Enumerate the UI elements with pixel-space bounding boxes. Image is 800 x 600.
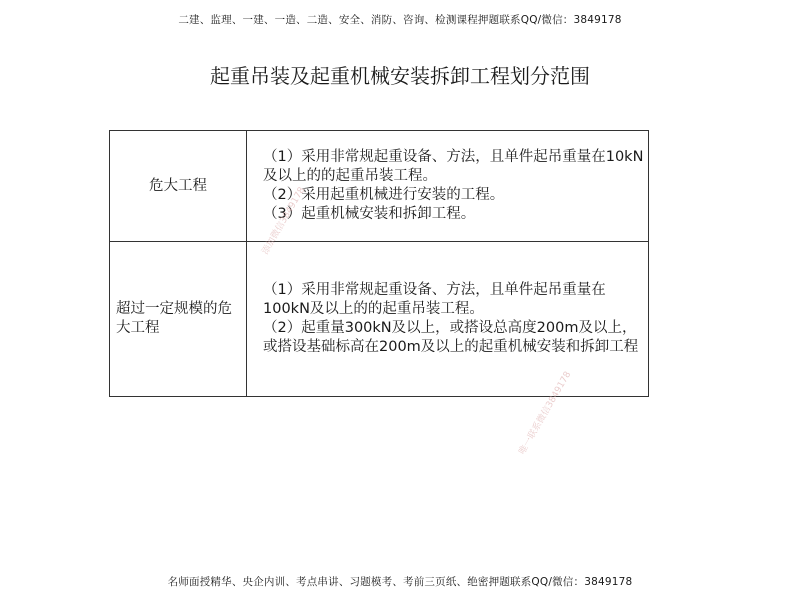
watermark: 添加微信3849178 (260, 185, 308, 257)
description-cell (247, 242, 649, 397)
list-item: （3）起重机械安装和拆卸工程。 (263, 206, 476, 222)
header-promo-text: 二建、监理、一建、一造、二造、安全、消防、咨询、检测课程押题联系QQ/微信：3849178 (178, 14, 622, 26)
scope-table (109, 130, 649, 397)
footer-promo-text: 名师面授精华、央企内训、考点串讲、习题模考、考前三页纸、绝密押题联系QQ/微信：3849178 (167, 576, 633, 588)
list-item: （2）起重量300kN及以上，或搭设总高度200m及以上，或搭设基础标高在200m及以上的起重机械安装和拆卸工程 (263, 320, 639, 355)
category-cell: 超过一定规模的危大工程 (110, 242, 247, 397)
description-cell (247, 131, 649, 242)
watermark: 唯一联系微信3849178 (517, 370, 574, 457)
list-item: （1）采用非常规起重设备、方法，且单件起吊重量在10kN及以上的的起重吊装工程。 (263, 149, 644, 184)
list-item: （1）采用非常规起重设备、方法，且单件起吊重量在100kN及以上的的起重吊装工程。 (263, 282, 606, 317)
table-row (110, 131, 649, 242)
list-item: （2）采用起重机械进行安装的工程。 (263, 187, 505, 203)
category-cell: 危大工程 (110, 131, 247, 242)
page-title: 起重吊装及起重机械安装拆卸工程划分范围 (210, 64, 590, 88)
